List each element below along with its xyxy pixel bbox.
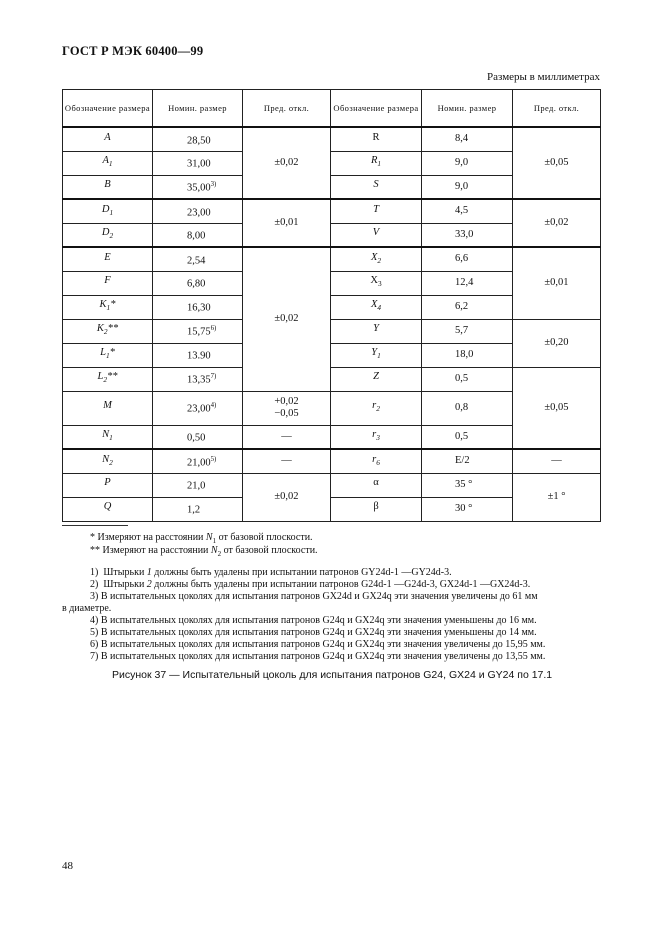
col-header-tolerance-left: Пред. откл. <box>243 90 331 128</box>
designation-cell: $N_2$ <box>63 449 153 473</box>
footnote-1: 1) Штырьки 1 должны быть удалены при испытании патронов GY24d-1 —GY24d-3. <box>90 567 452 578</box>
nominal-cell: 23,00 <box>153 199 243 223</box>
designation-cell: R <box>331 127 422 151</box>
col-header-designation-right: Обозначение размера <box>331 90 422 128</box>
designation-cell: $X_3$ <box>331 271 422 295</box>
designation-cell: α <box>331 473 422 497</box>
nominal-cell: 12,4 <box>422 271 513 295</box>
footnote-6: 6) В испытательных цоколях для испытания патронов G24q и GX24q эти значения увеличены до 15,95 мм. <box>90 639 546 650</box>
nominal-cell: 0,5 <box>422 425 513 449</box>
designation-cell: Z <box>331 367 422 391</box>
table-row <box>63 473 601 497</box>
designation-cell: $A_1$ <box>63 151 153 175</box>
nominal-cell: 13.90 <box>153 343 243 367</box>
table-row <box>63 367 601 391</box>
designation-cell: A <box>63 127 153 151</box>
footnote-separator <box>62 525 128 526</box>
designation-cell: Q <box>63 497 153 521</box>
table-row <box>63 319 601 343</box>
nominal-cell: 23,00$^{4)}$ <box>153 391 243 425</box>
nominal-cell: 8,00 <box>153 223 243 247</box>
tolerance-cell: +0,02 −0,05 <box>243 391 331 425</box>
tolerance-cell: ±0,01 <box>243 199 331 247</box>
designation-cell: F <box>63 271 153 295</box>
designation-cell: $D_1$ <box>63 199 153 223</box>
nominal-cell: E/2 <box>422 449 513 473</box>
footnote-3: 3) В испытательных цоколях для испытания патронов GX24d и GX24q эти значения увеличены до 61 мм <box>90 591 538 602</box>
units-note: Размеры в миллиметрах <box>487 71 600 83</box>
page-number: 48 <box>62 860 73 872</box>
tolerance-cell: — <box>243 449 331 473</box>
designation-cell: $X_2$ <box>331 247 422 271</box>
nominal-cell: 0,50 <box>153 425 243 449</box>
nominal-cell: 21,00$^{5)}$ <box>153 449 243 473</box>
table-row <box>63 199 601 223</box>
designation-cell: $D_2$ <box>63 223 153 247</box>
nominal-cell: 2,54 <box>153 247 243 271</box>
designation-cell: $L_2**$ <box>63 367 153 391</box>
nominal-cell: 4,5 <box>422 199 513 223</box>
nominal-cell: 0,8 <box>422 391 513 425</box>
col-header-tolerance-right: Пред. откл. <box>513 90 601 128</box>
nominal-cell: 16,30 <box>153 295 243 319</box>
tolerance-cell: — <box>243 425 331 449</box>
nominal-cell: 9,0 <box>422 151 513 175</box>
footnote-7: 7) В испытательных цоколях для испытания патронов G24q и GX24q эти значения увеличены до 13,55 мм. <box>90 651 546 662</box>
designation-cell: $K_2**$ <box>63 319 153 343</box>
dimensions-table <box>62 89 601 522</box>
designation-cell: E <box>63 247 153 271</box>
footnote-4: 4) В испытательных цоколях для испытания патронов G24q и GX24q эти значения уменьшены до 16 мм. <box>90 615 537 626</box>
nominal-cell: 33,0 <box>422 223 513 247</box>
designation-cell: $N_1$ <box>63 425 153 449</box>
nominal-cell: 9,0 <box>422 175 513 199</box>
designation-cell: $L_1*$ <box>63 343 153 367</box>
nominal-cell: 31,00 <box>153 151 243 175</box>
table-row <box>63 449 601 473</box>
designation-cell: T <box>331 199 422 223</box>
designation-cell: $r_2$ <box>331 391 422 425</box>
col-header-nominal-left: Номин. размер <box>153 90 243 128</box>
designation-cell: $K_1*$ <box>63 295 153 319</box>
designation-cell: V <box>331 223 422 247</box>
footnote-2: 2) Штырьки 2 должны быть удалены при испытании патронов G24d-1 —G24d-3, GX24d-1 —GX24d-3. <box>90 579 531 590</box>
footnote-3-continued: в диаметре. <box>62 603 112 614</box>
footnote-star: * Измеряют на расстоянии $N_1$ от базовой плоскости. <box>90 532 313 545</box>
nominal-cell: 15,75$^{6)}$ <box>153 319 243 343</box>
figure-caption: Рисунок 37 — Испытательный цоколь для испытания патронов G24, GX24 и GY24 по 17.1 <box>112 669 553 681</box>
tolerance-cell: ±0,02 <box>243 473 331 521</box>
nominal-cell: 0,5 <box>422 367 513 391</box>
nominal-cell: 35 ° <box>422 473 513 497</box>
tolerance-cell: — <box>513 449 601 473</box>
tolerance-cell: ±0,02 <box>513 199 601 247</box>
nominal-cell: 21,0 <box>153 473 243 497</box>
designation-cell: $R_1$ <box>331 151 422 175</box>
nominal-cell: 6,6 <box>422 247 513 271</box>
nominal-cell: 13,35$^{7)}$ <box>153 367 243 391</box>
tolerance-cell: ±0,02 <box>243 247 331 391</box>
designation-cell: β <box>331 497 422 521</box>
nominal-cell: 35,00$^{3)}$ <box>153 175 243 199</box>
tolerance-cell: ±0,20 <box>513 319 601 367</box>
table-row <box>63 127 601 151</box>
nominal-cell: 1,2 <box>153 497 243 521</box>
designation-cell: Y <box>331 319 422 343</box>
table-row <box>63 247 601 271</box>
tolerance-cell: ±0,05 <box>513 127 601 199</box>
nominal-cell: 28,50 <box>153 127 243 151</box>
nominal-cell: 5,7 <box>422 319 513 343</box>
tolerance-cell: ±0,02 <box>243 127 331 199</box>
col-header-nominal-right: Номин. размер <box>422 90 513 128</box>
designation-cell: $r_3$ <box>331 425 422 449</box>
designation-cell: $X_4$ <box>331 295 422 319</box>
footnote-double-star: ** Измеряют на расстоянии $N_2$ от базовой плоскости. <box>90 545 318 558</box>
footnote-5: 5) В испытательных цоколях для испытания патронов G24q и GX24q эти значения уменьшены до 14 мм. <box>90 627 537 638</box>
nominal-cell: 8,4 <box>422 127 513 151</box>
nominal-cell: 18,0 <box>422 343 513 367</box>
designation-cell: $r_6$ <box>331 449 422 473</box>
designation-cell: P <box>63 473 153 497</box>
col-header-designation-left: Обозначение размера <box>63 90 153 128</box>
designation-cell: M <box>63 391 153 425</box>
nominal-cell: 30 ° <box>422 497 513 521</box>
nominal-cell: 6,2 <box>422 295 513 319</box>
document-title: ГОСТ Р МЭК 60400—99 <box>62 44 204 58</box>
tolerance-cell: ±1 ° <box>513 473 601 521</box>
tolerance-cell: ±0,05 <box>513 367 601 449</box>
nominal-cell: 6,80 <box>153 271 243 295</box>
designation-cell: S <box>331 175 422 199</box>
designation-cell: B <box>63 175 153 199</box>
designation-cell: $Y_1$ <box>331 343 422 367</box>
tolerance-cell: ±0,01 <box>513 247 601 319</box>
table-header-row <box>63 90 601 128</box>
